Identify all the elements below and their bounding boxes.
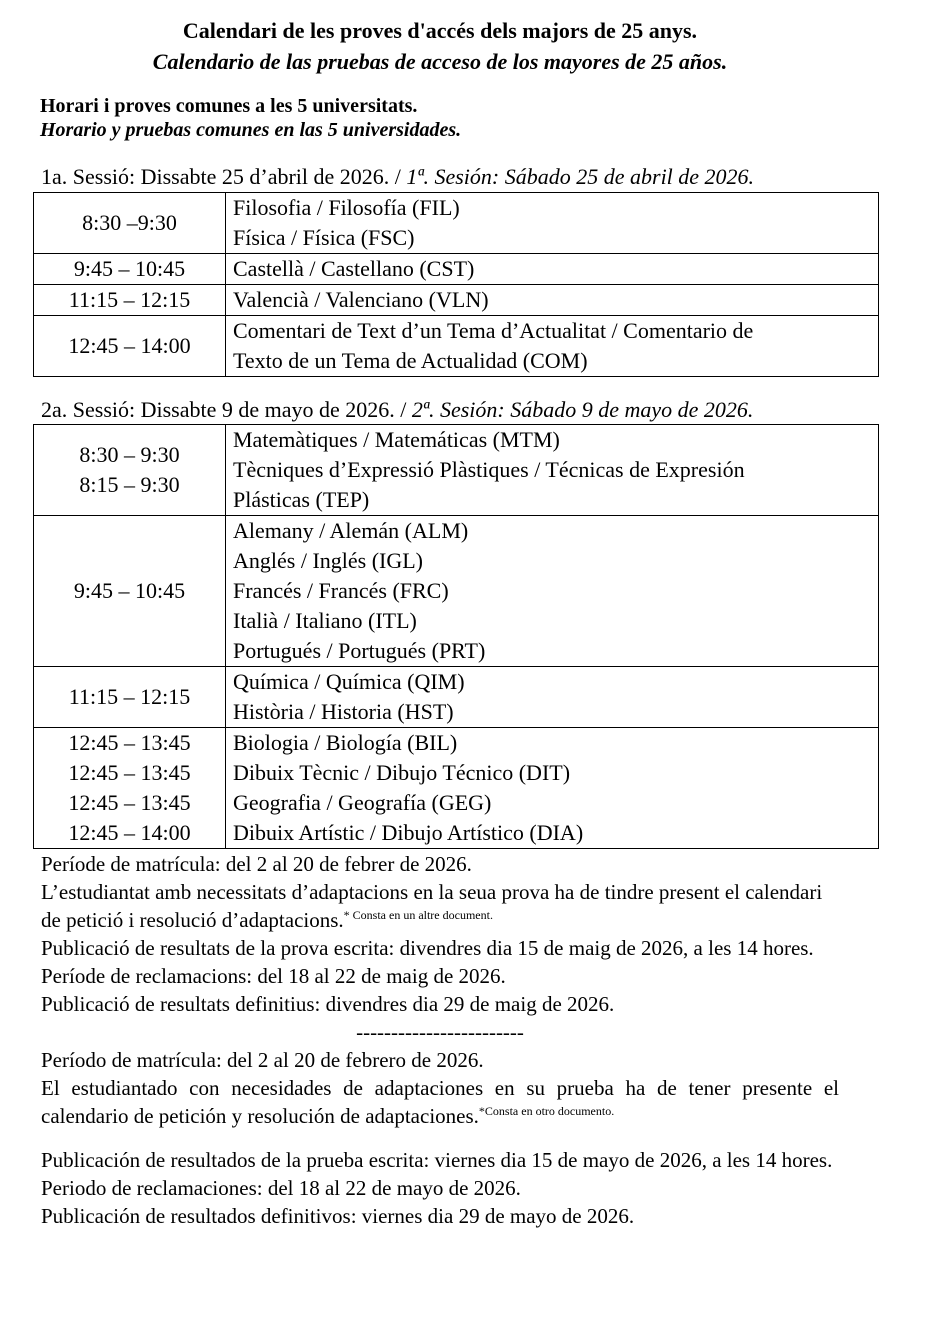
title-catalan: Calendari de les proves d'accés dels majors de 25 anys. [182, 18, 698, 43]
time-slot: 9:45 – 10:45 [73, 256, 186, 281]
subject-name: Dibuix Artístic / Dibujo Artístico (DIA) [233, 820, 584, 845]
session-1-schedule-table [33, 192, 879, 377]
time-slot-cell [34, 316, 226, 377]
schedule-row [34, 425, 879, 516]
subject-name: Alemany / Alemán (ALM) [233, 518, 469, 543]
subject-name: Portugués / Portugués (PRT) [233, 638, 486, 663]
subject-name: Geografia / Geografía (GEG) [233, 790, 492, 815]
adaptations-text-catalan: L’estudiantat amb necessitats d’adaptacions en la seua prova ha de tindre present el calendari de petició i resolució d’adaptacions. [41, 880, 823, 932]
session-1-heading-spanish: 1ª. Sesión: Sábado 25 de abril de 2026. [406, 164, 755, 189]
subject-name: Anglés / Inglés (IGL) [233, 548, 424, 573]
subject-name: Dibuix Tècnic / Dibujo Técnico (DIT) [233, 760, 571, 785]
time-slot: 8:15 – 9:30 [79, 472, 180, 497]
adaptations-footnote-spanish: *Consta en otro documento. [478, 1104, 615, 1118]
session-2-heading-spanish: 2ª. Sesión: Sábado 9 de mayo de 2026. [411, 397, 754, 422]
schedule-row [34, 193, 879, 254]
time-slot-cell [34, 728, 226, 849]
time-slot: 12:45 – 13:45 [68, 790, 191, 815]
time-slot: 8:30 – 9:30 [79, 442, 180, 467]
session-2-heading [41, 397, 753, 423]
subtitle-catalan: Horari i proves comunes a les 5 universitats. [40, 95, 418, 117]
time-slot: 8:30 –9:30 [82, 210, 177, 235]
time-slot: 11:15 – 12:15 [68, 684, 191, 709]
subject-name: Valencià / Valenciano (VLN) [233, 287, 489, 312]
adaptations-notice-catalan [41, 878, 839, 934]
subjects-cell [226, 254, 879, 285]
time-slot: 12:45 – 14:00 [68, 820, 191, 845]
time-slot: 9:45 – 10:45 [73, 578, 186, 603]
subject-name: Plásticas (TEP) [233, 487, 370, 512]
session-1-heading [41, 164, 754, 190]
schedule-row [34, 667, 879, 728]
enrolment-period-catalan: Període de matrícula: del 2 al 20 de febrer de 2026. [41, 852, 472, 876]
schedule-row [34, 254, 879, 285]
time-slot-cell [34, 254, 226, 285]
subject-name: Biologia / Biología (BIL) [233, 730, 458, 755]
schedule-row [34, 316, 879, 377]
subject-name: Comentari de Text d’un Tema d’Actualitat / Comentario de [233, 318, 754, 343]
subject-name: Història / Historia (HST) [233, 699, 454, 724]
final-results-catalan: Publicació de resultats definitius: divendres dia 29 de maig de 2026. [41, 992, 615, 1016]
time-slot: 12:45 – 13:45 [68, 760, 191, 785]
subject-name: Matemàtiques / Matemáticas (MTM) [233, 427, 560, 452]
adaptations-notice-spanish [41, 1074, 839, 1130]
time-slot: 12:45 – 13:45 [68, 730, 191, 755]
final-results-spanish: Publicación de resultados definitivos: viernes dia 29 de mayo de 2026. [41, 1204, 635, 1228]
title-spanish: Calendario de las pruebas de acceso de los mayores de 25 años. [152, 49, 728, 74]
time-slot-cell [34, 667, 226, 728]
notes-section [41, 850, 839, 1230]
adaptations-text-spanish: El estudiantado con necesidades de adaptaciones en su prueba ha de tener presente el calendario de petición y resolución de adaptaciones. [41, 1076, 839, 1128]
subject-name: Tècniques d’Expressió Plàstiques / Técnicas de Expresión [233, 457, 745, 482]
subject-name: Italià / Italiano (ITL) [233, 608, 417, 633]
time-slot-cell [34, 285, 226, 316]
subjects-cell [226, 667, 879, 728]
schedule-row [34, 516, 879, 667]
time-slot-cell [34, 425, 226, 516]
session-2-schedule-table [33, 424, 879, 849]
written-results-spanish: Publicación de resultados de la prueba escrita: viernes dia 15 de mayo de 2026, a les 14 hores. [41, 1148, 833, 1172]
time-slot: 11:15 – 12:15 [68, 287, 191, 312]
session-1-heading-catalan: 1a. Sessió: Dissabte 25 d’abril de 2026. / [41, 164, 407, 189]
schedule-row [34, 728, 879, 849]
subtitle-spanish: Horario y pruebas comunes en las 5 universidades. [40, 119, 462, 141]
subjects-cell [226, 285, 879, 316]
subject-name: Castellà / Castellano (CST) [233, 256, 475, 281]
subjects-cell [226, 316, 879, 377]
subjects-cell [226, 516, 879, 667]
subject-name: Física / Física (FSC) [233, 225, 415, 250]
subject-name: Francés / Francés (FRC) [233, 578, 449, 603]
subjects-cell [226, 425, 879, 516]
adaptations-footnote-catalan: * Consta en un altre document. [343, 908, 493, 922]
schedule-row [34, 285, 879, 316]
subjects-cell [226, 193, 879, 254]
time-slot-cell [34, 193, 226, 254]
subjects-cell [226, 728, 879, 849]
subject-name: Filosofia / Filosofía (FIL) [233, 195, 460, 220]
claims-period-catalan: Període de reclamacions: del 18 al 22 de maig de 2026. [41, 964, 506, 988]
subject-name: Química / Química (QIM) [233, 669, 465, 694]
enrolment-period-spanish: Período de matrícula: del 2 al 20 de febrero de 2026. [41, 1048, 484, 1072]
session-2-heading-catalan: 2a. Sessió: Dissabte 9 de mayo de 2026. / [41, 397, 412, 422]
time-slot-cell [34, 516, 226, 667]
subject-name: Texto de un Tema de Actualidad (COM) [233, 348, 588, 373]
time-slot: 12:45 – 14:00 [68, 333, 191, 358]
written-results-catalan: Publicació de resultats de la prova escrita: divendres dia 15 de maig de 2026, a les 14 hores. [41, 936, 814, 960]
section-divider: ------------------------ [356, 1020, 524, 1044]
claims-period-spanish: Periodo de reclamaciones: del 18 al 22 de mayo de 2026. [41, 1176, 521, 1200]
